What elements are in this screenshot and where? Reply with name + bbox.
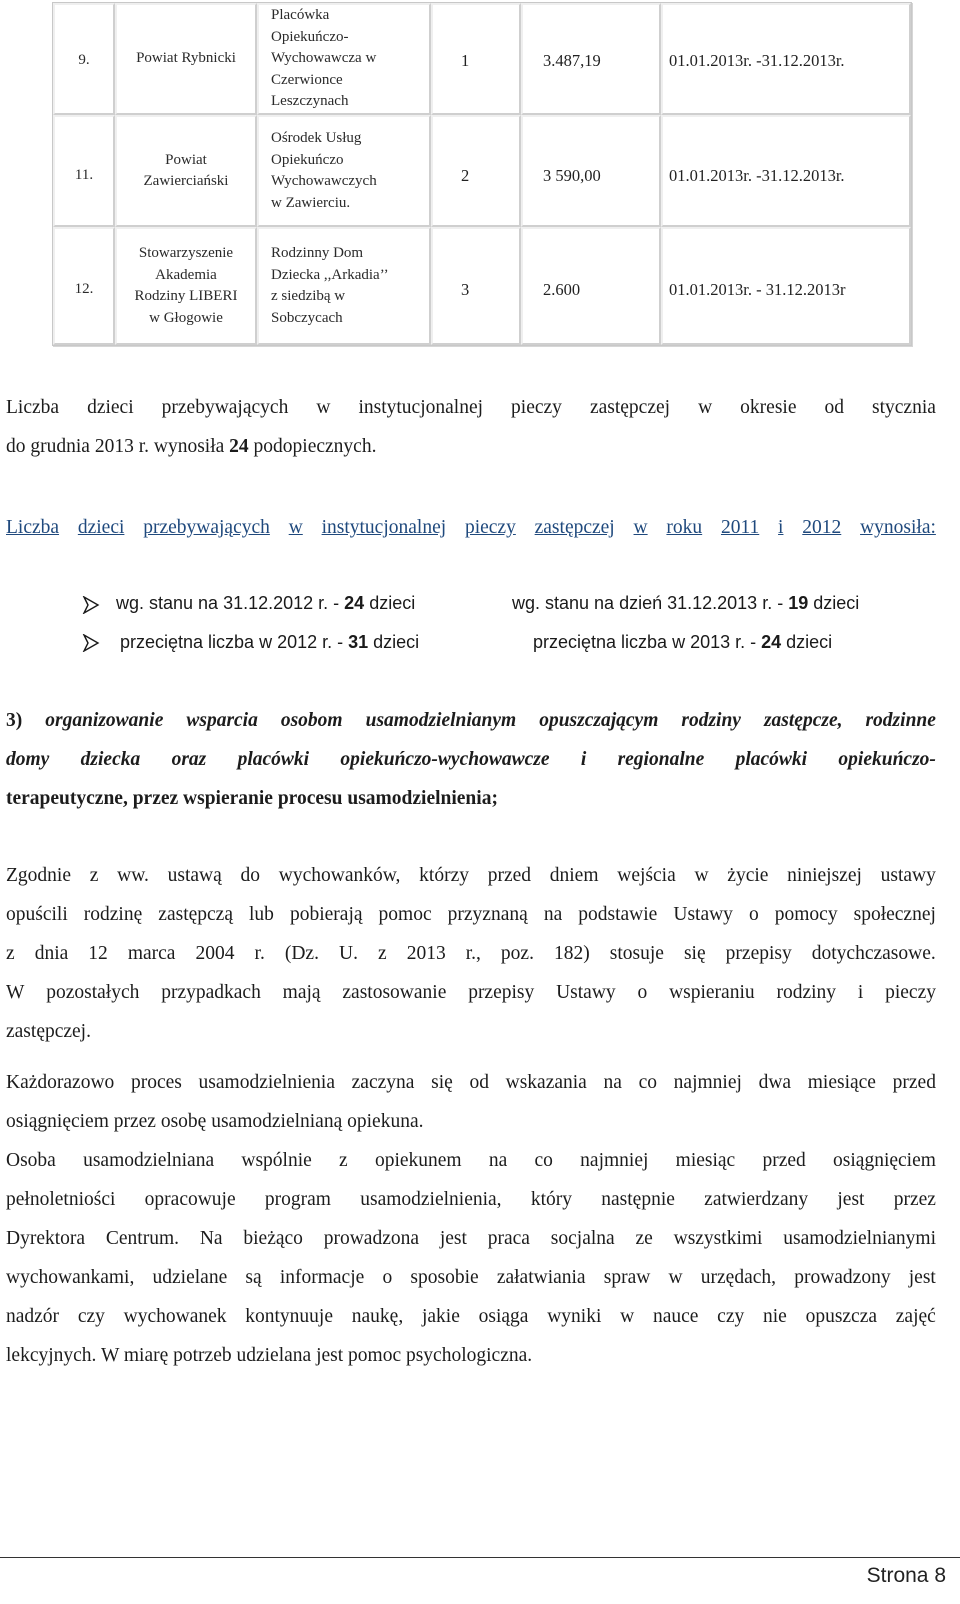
heading-word: w bbox=[633, 517, 648, 538]
paragraph4-word: informacje bbox=[279, 1267, 365, 1288]
section-heading bbox=[6, 517, 936, 539]
paragraph4-word: przed bbox=[762, 1150, 806, 1171]
paragraph3-word: co bbox=[638, 1072, 657, 1093]
paragraph4-word: Na bbox=[199, 1228, 223, 1249]
paragraph4-word: opracowuje bbox=[144, 1189, 236, 1210]
cell-organizer-line: Powiat bbox=[165, 151, 207, 168]
paragraph4-word: udzielane bbox=[152, 1267, 228, 1288]
heading-word: instytucjonalnej bbox=[321, 517, 447, 538]
cell-period-text: 01.01.2013r. - 31.12.2013r bbox=[669, 280, 846, 300]
paragraph2-word: r. bbox=[254, 943, 265, 964]
cell-period bbox=[661, 115, 911, 227]
paragraph4-word: jest bbox=[908, 1267, 936, 1288]
paragraph2-word: W bbox=[6, 982, 25, 1003]
section3-line2 bbox=[6, 749, 936, 771]
cell-number bbox=[53, 227, 115, 345]
paragraph2-word: U. bbox=[339, 943, 358, 964]
paragraph4-word: usamodzielnianymi bbox=[783, 1228, 936, 1249]
cell-facility bbox=[257, 115, 431, 227]
paragraph4-word: wszystkimi bbox=[673, 1228, 763, 1249]
paragraph2-word: przyznaną bbox=[447, 904, 528, 925]
paragraph4-word: załatwiania bbox=[496, 1267, 586, 1288]
cell-facility-line: Dziecka ,,Arkadia’’ bbox=[271, 266, 389, 283]
cell-facility-line: Wychowawczych bbox=[271, 173, 377, 189]
section3-word: oraz bbox=[171, 749, 207, 770]
section3-word: zastępcze, bbox=[763, 710, 843, 731]
paragraph2-word: zastosowanie bbox=[342, 982, 447, 1003]
paragraph4-word: urzędach, bbox=[700, 1267, 777, 1288]
paragraph4-word: czy bbox=[717, 1306, 745, 1327]
paragraph4-word: wspólnie bbox=[241, 1150, 312, 1171]
paragraph2-word: na bbox=[543, 904, 563, 925]
paragraph4-word: kontynuuje bbox=[245, 1306, 334, 1327]
paragraph4-line bbox=[6, 1228, 936, 1250]
paragraph2-word: życie bbox=[727, 865, 769, 886]
cell-facility bbox=[257, 227, 431, 345]
stat-2013-average-label: przeciętna liczba w 2013 r. - bbox=[533, 632, 762, 652]
cell-amount-text: 2.600 bbox=[543, 280, 581, 300]
paragraph2-word: 2013 bbox=[406, 943, 446, 964]
paragraph4-word: naukę, bbox=[351, 1306, 404, 1327]
paragraph3-word: najmniej bbox=[673, 1072, 742, 1093]
cell-facility-line: z siedzibą w bbox=[271, 288, 346, 304]
paragraph2-word: do bbox=[240, 865, 261, 886]
cell-organizer-line: Akademia bbox=[155, 266, 217, 283]
section3-word: placówki bbox=[237, 749, 310, 770]
paragraph1-line2-post: podopiecznych. bbox=[248, 436, 377, 457]
stat-2012-average bbox=[120, 632, 419, 653]
paragraph2-word: przepisy bbox=[725, 943, 792, 964]
paragraph2-word: r., bbox=[465, 943, 481, 964]
section3-word: domy bbox=[6, 749, 50, 770]
stat-2012-average-value: 31 bbox=[348, 632, 369, 652]
cell-number-text: 9. bbox=[78, 52, 90, 69]
paragraph4-word: następnie bbox=[601, 1189, 675, 1210]
paragraph4-word: Osoba bbox=[6, 1150, 56, 1171]
paragraph1-word: dzieci bbox=[87, 397, 134, 418]
cell-count-text: 1 bbox=[461, 51, 470, 71]
cell-organizer-line: Rodziny LIBERI bbox=[134, 288, 238, 304]
paragraph1-word: instytucjonalnej bbox=[358, 397, 484, 418]
heading-word: roku bbox=[666, 517, 703, 538]
paragraph2-word: poz. bbox=[500, 943, 534, 964]
paragraph3-word: przed bbox=[892, 1072, 936, 1093]
paragraph2-word: w bbox=[694, 865, 709, 886]
paragraph3-word: od bbox=[469, 1072, 489, 1093]
paragraph4-word: Centrum. bbox=[105, 1228, 179, 1249]
paragraph2-word: się bbox=[683, 943, 706, 964]
section3-word: regionalne bbox=[617, 749, 705, 770]
cell-organizer-line: Zawierciański bbox=[143, 173, 229, 189]
heading-word: i bbox=[778, 517, 784, 538]
paragraph4-line bbox=[6, 1189, 936, 1211]
cell-facility-line: Czerwionce bbox=[271, 71, 343, 88]
section3-line3: terapeutyczne, przez wspieranie procesu usamodzielnienia; bbox=[6, 788, 498, 809]
paragraph2-word: o bbox=[637, 982, 648, 1003]
cell-count-text: 2 bbox=[461, 166, 470, 186]
stat-2012-average-label: przeciętna liczba w 2012 r. - bbox=[120, 632, 349, 652]
cell-period bbox=[661, 3, 911, 115]
paragraph2-word: z bbox=[378, 943, 387, 964]
paragraph1-word: okresie bbox=[740, 397, 797, 418]
cell-organizer-line: Powiat Rybnicki bbox=[136, 50, 236, 67]
cell-organizer-text bbox=[136, 48, 236, 70]
cell-amount bbox=[521, 115, 661, 227]
paragraph4-word: są bbox=[245, 1267, 262, 1288]
cell-facility-line: Opiekuńczo- bbox=[271, 28, 349, 45]
paragraph2-word: dnia bbox=[34, 943, 69, 964]
paragraph1-word: Liczba bbox=[6, 397, 60, 418]
heading-word: zastępczej bbox=[534, 517, 615, 538]
cell-amount-text: 3 590,00 bbox=[543, 166, 601, 186]
placements-table bbox=[52, 2, 912, 346]
paragraph2-word: dotychczasowe. bbox=[811, 943, 936, 964]
paragraph2-word: 182) bbox=[553, 943, 590, 964]
paragraph4-word: usamodzielnienia, bbox=[360, 1189, 502, 1210]
paragraph4-word: Dyrektora bbox=[6, 1228, 86, 1249]
paragraph4-word: nie bbox=[762, 1306, 787, 1327]
cell-period-text: 01.01.2013r. -31.12.2013r. bbox=[669, 166, 845, 186]
cell-organizer bbox=[115, 115, 257, 227]
paragraph2-word: zastępczą bbox=[158, 904, 233, 925]
paragraph4-word: wychowankami, bbox=[6, 1267, 135, 1288]
cell-facility-line: Ośrodek Usług bbox=[271, 130, 362, 146]
cell-facility-text bbox=[271, 243, 389, 329]
cell-facility-line: Leszczynach bbox=[271, 93, 349, 110]
cell-number bbox=[53, 115, 115, 227]
section3-word: dziecka bbox=[80, 749, 141, 770]
paragraph2-word: 12 bbox=[88, 943, 108, 964]
paragraph2-word: ustawy bbox=[880, 865, 936, 886]
section3-word: rodzinne bbox=[865, 710, 936, 731]
paragraph4-word: który bbox=[530, 1189, 572, 1210]
section3-line1 bbox=[6, 710, 936, 732]
cell-organizer-text bbox=[135, 243, 238, 329]
cell-number bbox=[53, 3, 115, 115]
arrow-bullet-icon bbox=[82, 596, 100, 614]
paragraph4-word: bieżąco bbox=[243, 1228, 303, 1249]
section3-word: opuszczającym bbox=[539, 710, 659, 731]
paragraph1-count: 24 bbox=[229, 436, 249, 457]
paragraph3-word: Każdorazowo bbox=[6, 1072, 115, 1093]
section3-word: rodziny bbox=[681, 710, 741, 731]
section3-word: usamodzielnianym bbox=[365, 710, 517, 731]
paragraph3-word: na bbox=[603, 1072, 622, 1093]
heading-word: Liczba bbox=[6, 517, 60, 538]
paragraph4-word: wychowanek bbox=[123, 1306, 227, 1327]
paragraph4-word: jakie bbox=[421, 1306, 460, 1327]
paragraph4-line bbox=[6, 1150, 936, 1172]
paragraph3-line1 bbox=[6, 1072, 936, 1094]
stat-2012-end-value: 24 bbox=[344, 593, 365, 613]
paragraph4-word: jest bbox=[439, 1228, 467, 1249]
paragraph2-word: lub bbox=[249, 904, 274, 925]
paragraph3-word: zaczyna bbox=[351, 1072, 415, 1093]
section3-word: opiekuńczo-wychowawcze bbox=[340, 749, 550, 770]
cell-facility-line: Rodzinny Dom bbox=[271, 245, 364, 261]
paragraph4-word: wyniki bbox=[547, 1306, 602, 1327]
paragraph4-word: opiekunem bbox=[374, 1150, 462, 1171]
paragraph1-word: przebywających bbox=[161, 397, 289, 418]
paragraph2-word: którzy bbox=[419, 865, 469, 886]
cell-organizer-text bbox=[144, 150, 229, 193]
paragraph2-word: podstawie bbox=[578, 904, 658, 925]
paragraph2-word: opuścili bbox=[6, 904, 68, 925]
section3-word: wsparcia bbox=[186, 710, 258, 731]
paragraph3-word: miesiące bbox=[807, 1072, 876, 1093]
stat-2013-end-label: wg. stanu na dzień 31.12.2013 r. - bbox=[512, 593, 789, 613]
paragraph1-line1 bbox=[6, 397, 936, 419]
cell-period-text: 01.01.2013r. -31.12.2013r. bbox=[669, 51, 845, 71]
paragraph4-line bbox=[6, 1306, 936, 1328]
paragraph2-word: Ustawy bbox=[673, 904, 733, 925]
paragraph4-word: pełnoletniości bbox=[6, 1189, 116, 1210]
paragraph4-word: opuszcza bbox=[805, 1306, 878, 1327]
cell-facility-line: Opiekuńczo bbox=[271, 151, 344, 168]
section3-word: placówki bbox=[735, 749, 808, 770]
paragraph2-word: wejścia bbox=[617, 865, 676, 886]
paragraph1-word: zastępczej bbox=[589, 397, 671, 418]
paragraph2-word: niniejszej bbox=[787, 865, 862, 886]
paragraph2-word: wychowanków, bbox=[278, 865, 401, 886]
cell-organizer-line: w Głogowie bbox=[149, 309, 223, 326]
paragraph2-word: pomoc bbox=[378, 904, 432, 925]
paragraph3-word: wskazania bbox=[505, 1072, 587, 1093]
paragraph3-word: usamodzielnienia bbox=[198, 1072, 335, 1093]
paragraph2-word: społecznej bbox=[853, 904, 936, 925]
paragraph4-word: socjalna bbox=[550, 1228, 615, 1249]
heading-word: 2011 bbox=[720, 517, 760, 538]
paragraph2-word: stosuje bbox=[609, 943, 664, 964]
cell-number-text: 11. bbox=[74, 167, 94, 184]
paragraph2-word: ww. bbox=[117, 865, 149, 886]
paragraph2-line bbox=[6, 943, 936, 965]
paragraph4-word: nadzór bbox=[6, 1306, 60, 1327]
section3-word: opiekuńczo- bbox=[838, 749, 936, 770]
cell-period bbox=[661, 227, 911, 345]
cell-organizer bbox=[115, 3, 257, 115]
paragraph2-word: przepisy bbox=[468, 982, 535, 1003]
paragraph4-word: zatwierdzany bbox=[704, 1189, 809, 1210]
arrow-bullet-icon bbox=[82, 634, 100, 652]
paragraph3-word: się bbox=[431, 1072, 453, 1093]
paragraph4-word: o bbox=[382, 1267, 393, 1288]
paragraph4-word: najmniej bbox=[580, 1150, 649, 1171]
heading-word: dzieci bbox=[77, 517, 125, 538]
stat-2013-end bbox=[512, 593, 859, 614]
cell-count bbox=[431, 227, 521, 345]
paragraph4-word: sposobie bbox=[410, 1267, 479, 1288]
paragraph4-word: osiągnięciem bbox=[833, 1150, 936, 1171]
stat-2012-end-label: wg. stanu na 31.12.2012 r. - bbox=[116, 593, 345, 613]
stat-2012-average-unit: dzieci bbox=[368, 632, 420, 652]
paragraph2-word: i bbox=[857, 982, 864, 1003]
paragraph3-word: dwa bbox=[758, 1072, 792, 1093]
cell-facility-line: Sobczycach bbox=[271, 309, 343, 326]
paragraph4-line bbox=[6, 1267, 936, 1289]
paragraph1-line2-pre: do grudnia 2013 r. wynosiła bbox=[6, 436, 230, 457]
stat-2012-end-unit: dzieci bbox=[364, 593, 416, 613]
paragraph1-line2 bbox=[6, 436, 936, 458]
stat-2012-end bbox=[116, 593, 415, 614]
paragraph4-word: w bbox=[620, 1306, 635, 1327]
stat-2013-average-value: 24 bbox=[761, 632, 782, 652]
paragraph4-word: przez bbox=[893, 1189, 936, 1210]
paragraph4-last-line: lekcyjnych. W miarę potrzeb udzielana jest pomoc psychologiczna. bbox=[6, 1345, 533, 1366]
heading-word: wynosiła: bbox=[860, 517, 936, 538]
section3-word: osobom bbox=[280, 710, 343, 731]
paragraph2-word: pozostałych bbox=[46, 982, 140, 1003]
paragraph2-word: rodziny bbox=[776, 982, 837, 1003]
page-number: Strona 8 bbox=[866, 1564, 946, 1587]
paragraph2-word: o bbox=[748, 904, 759, 925]
section3-word: i bbox=[580, 749, 587, 770]
cell-facility bbox=[257, 3, 431, 115]
paragraph4-word: program bbox=[264, 1189, 331, 1210]
section3-word: organizowanie bbox=[45, 710, 164, 731]
paragraph4-word: zajęć bbox=[895, 1306, 936, 1327]
paragraph2-word: przypadkach bbox=[161, 982, 261, 1003]
paragraph2-word: rodzinę bbox=[83, 904, 143, 925]
paragraph4-word: z bbox=[339, 1150, 348, 1171]
stat-2013-average bbox=[533, 632, 832, 653]
paragraph2-word: mają bbox=[282, 982, 321, 1003]
stat-2013-end-unit: dzieci bbox=[808, 593, 860, 613]
paragraph1-word: w bbox=[698, 397, 713, 418]
paragraph2-word: pobierają bbox=[289, 904, 363, 925]
paragraph2-word: Ustawy bbox=[556, 982, 616, 1003]
paragraph1-word: stycznia bbox=[872, 397, 936, 418]
paragraph2-word: pomocy bbox=[774, 904, 838, 925]
paragraph1-word: od bbox=[824, 397, 844, 418]
paragraph2-word: z bbox=[89, 865, 99, 886]
paragraph4-word: nauce bbox=[652, 1306, 699, 1327]
cell-count-text: 3 bbox=[461, 280, 470, 300]
paragraph2-word: wspieraniu bbox=[669, 982, 755, 1003]
paragraph2-line bbox=[6, 865, 936, 887]
paragraph2-word: dniem bbox=[549, 865, 599, 886]
paragraph2-last-line: zastępczej. bbox=[6, 1021, 91, 1042]
cell-facility-line: w Zawierciu. bbox=[271, 194, 351, 211]
paragraph4-word: praca bbox=[487, 1228, 530, 1249]
footer-divider bbox=[0, 1557, 960, 1558]
heading-word: w bbox=[288, 517, 303, 538]
paragraph4-word: spraw bbox=[603, 1267, 651, 1288]
paragraph2-line bbox=[6, 982, 936, 1004]
paragraph2-word: przed bbox=[487, 865, 532, 886]
paragraph2-line bbox=[6, 904, 936, 926]
cell-amount-text: 3.487,19 bbox=[543, 51, 601, 71]
paragraph3-word: proces bbox=[130, 1072, 182, 1093]
cell-facility-line: Placówka bbox=[271, 7, 330, 24]
paragraph2-word: z bbox=[6, 943, 15, 964]
cell-count bbox=[431, 3, 521, 115]
paragraph1-word: pieczy bbox=[511, 397, 562, 418]
paragraph4-word: czy bbox=[77, 1306, 105, 1327]
cell-facility-text bbox=[271, 5, 376, 113]
cell-amount bbox=[521, 227, 661, 345]
paragraph2-word: Zgodnie bbox=[6, 865, 71, 886]
paragraph4-word: na bbox=[488, 1150, 508, 1171]
cell-amount bbox=[521, 3, 661, 115]
paragraph4-word: ze bbox=[635, 1228, 653, 1249]
paragraph2-word: ustawą bbox=[167, 865, 222, 886]
cell-number-text: 12. bbox=[74, 281, 94, 298]
heading-word: 2012 bbox=[802, 517, 842, 538]
paragraph4-word: jest bbox=[837, 1189, 865, 1210]
paragraph4-word: miesiąc bbox=[675, 1150, 736, 1171]
paragraph2-word: (Dz. bbox=[284, 943, 319, 964]
heading-word: pieczy bbox=[464, 517, 516, 538]
section3-number: 3) bbox=[6, 710, 23, 731]
paragraph4-word: w bbox=[668, 1267, 683, 1288]
paragraph3-last-line: osiągnięciem przez osobę usamodzielnianą opiekuna. bbox=[6, 1111, 424, 1132]
stat-2013-end-value: 19 bbox=[788, 593, 809, 613]
paragraph4-word: co bbox=[534, 1150, 553, 1171]
paragraph2-word: marca bbox=[127, 943, 176, 964]
paragraph4-word: prowadzony bbox=[794, 1267, 891, 1288]
paragraph4-word: usamodzielniana bbox=[83, 1150, 215, 1171]
paragraph4-word: osiąga bbox=[478, 1306, 529, 1327]
cell-organizer bbox=[115, 227, 257, 345]
stat-2013-average-unit: dzieci bbox=[781, 632, 833, 652]
paragraph2-word: pieczy bbox=[885, 982, 936, 1003]
paragraph2-word: 2004 bbox=[195, 943, 235, 964]
heading-word: przebywających bbox=[143, 517, 270, 538]
cell-organizer-line: Stowarzyszenie bbox=[138, 245, 234, 261]
cell-facility-text bbox=[271, 128, 377, 214]
cell-facility-line: Wychowawcza w bbox=[271, 50, 377, 67]
paragraph4-word: prowadzona bbox=[323, 1228, 420, 1249]
cell-count bbox=[431, 115, 521, 227]
paragraph1-word: w bbox=[316, 397, 331, 418]
